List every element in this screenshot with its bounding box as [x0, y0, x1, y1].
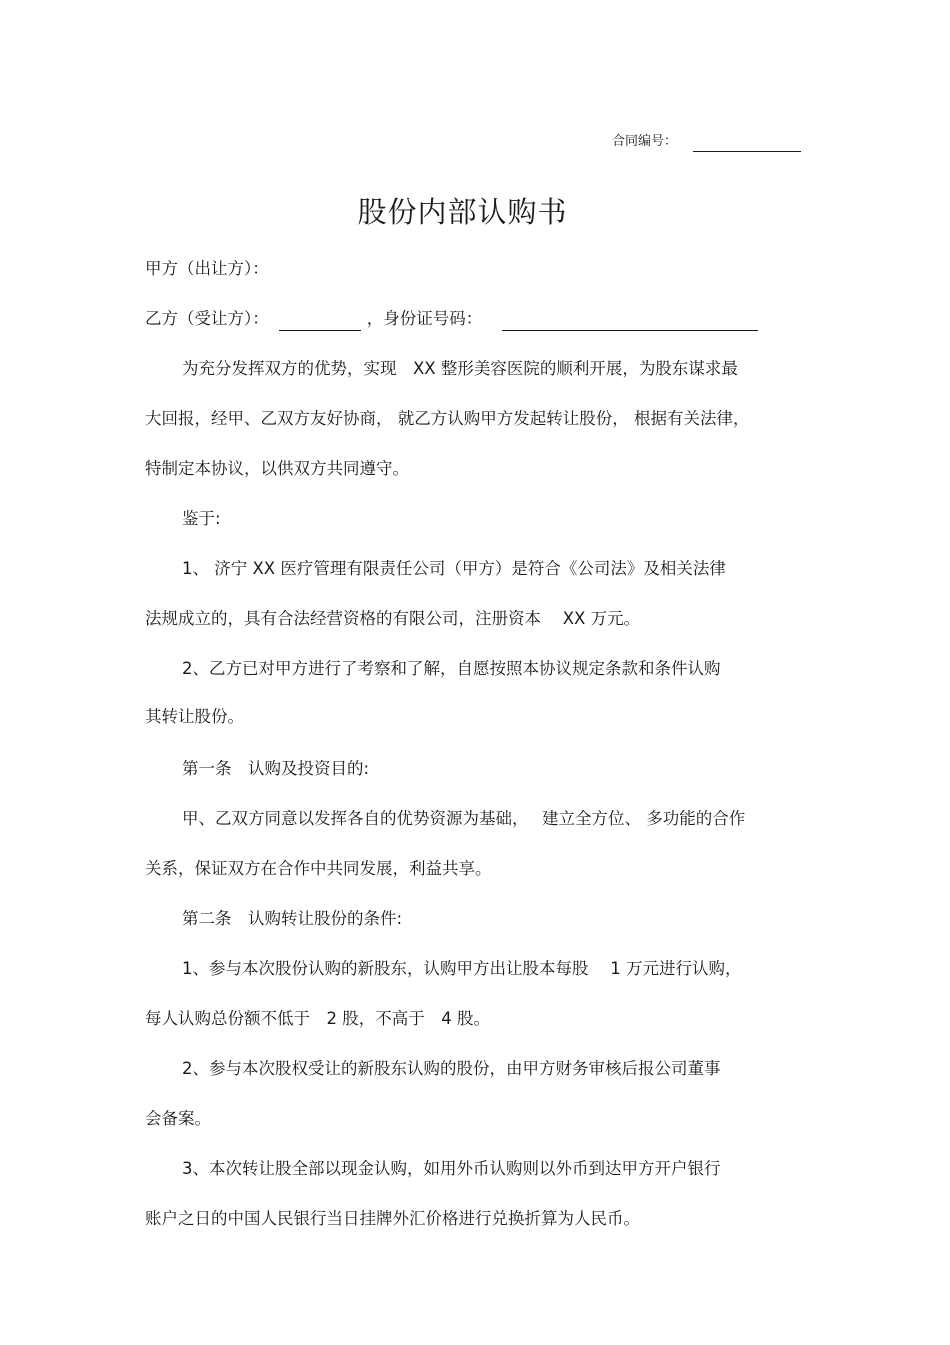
- paragraph-line: 特制定本协议，以供双方共同遵守。: [145, 459, 409, 478]
- paragraph-line: 每人认购总份额不低于 2 股，不高于 4 股。: [145, 1009, 490, 1028]
- paragraph-line: 其转让股份。: [145, 707, 244, 726]
- paragraph-line: 1、 济宁 XX 医疗管理有限责任公司（甲方）是符合《公司法》及相关法律: [182, 559, 726, 578]
- party-a-label: 甲方（出让方）：: [145, 259, 269, 278]
- paragraph-line: 为充分发挥双方的优势，实现 XX 整形美容医院的顺利开展，为股东谋求最: [182, 359, 738, 378]
- id-number-blank: [502, 312, 758, 331]
- document-title: 股份内部认购书: [357, 195, 568, 229]
- paragraph-line: 2、参与本次股权受让的新股东认购的股份，由甲方财务审核后报公司董事: [182, 1059, 721, 1078]
- party-b-name-blank: [279, 312, 361, 331]
- paragraph-line: 2、乙方已对甲方进行了考察和了解，自愿按照本协议规定条款和条件认购: [182, 659, 721, 678]
- contract-number-blank: [693, 135, 801, 152]
- paragraph-line: 会备案。: [145, 1109, 211, 1128]
- contract-number: [612, 132, 801, 152]
- contract-number-label: 合同编号：: [612, 134, 678, 149]
- paragraph-line: 大回报，经甲、乙双方友好协商， 就乙方认购甲方发起转让股份， 根据有关法律，: [145, 409, 750, 428]
- party-b-separator: ，: [366, 309, 384, 328]
- article-2-heading: 第二条 认购转让股份的条件:: [182, 909, 403, 928]
- id-number-label: 身份证号码：: [383, 309, 483, 328]
- paragraph-line: 法规成立的，具有合法经营资格的有限公司，注册资本 XX 万元。: [145, 609, 641, 628]
- party-b-line: [145, 307, 758, 331]
- paragraph-line: 甲、乙双方同意以发挥各自的优势资源为基础， 建立全方位、 多功能的合作: [182, 809, 746, 828]
- paragraph-line: 1、参与本次股份认购的新股东，认购甲方出让股本每股 1 万元进行认购，: [182, 959, 742, 978]
- whereas-heading: 鉴于:: [182, 509, 221, 528]
- paragraph-line: 3、本次转让股全部以现金认购，如用外币认购则以外币到达甲方开户银行: [182, 1159, 721, 1178]
- paragraph-line: 关系，保证双方在合作中共同发展，利益共享。: [145, 859, 492, 878]
- paragraph-line: 账户之日的中国人民银行当日挂牌外汇价格进行兑换折算为人民币。: [145, 1209, 640, 1228]
- party-b-label: 乙方（受让方）：: [145, 309, 269, 328]
- party-a-line: [145, 257, 269, 281]
- article-1-heading: 第一条 认购及投资目的:: [182, 759, 370, 778]
